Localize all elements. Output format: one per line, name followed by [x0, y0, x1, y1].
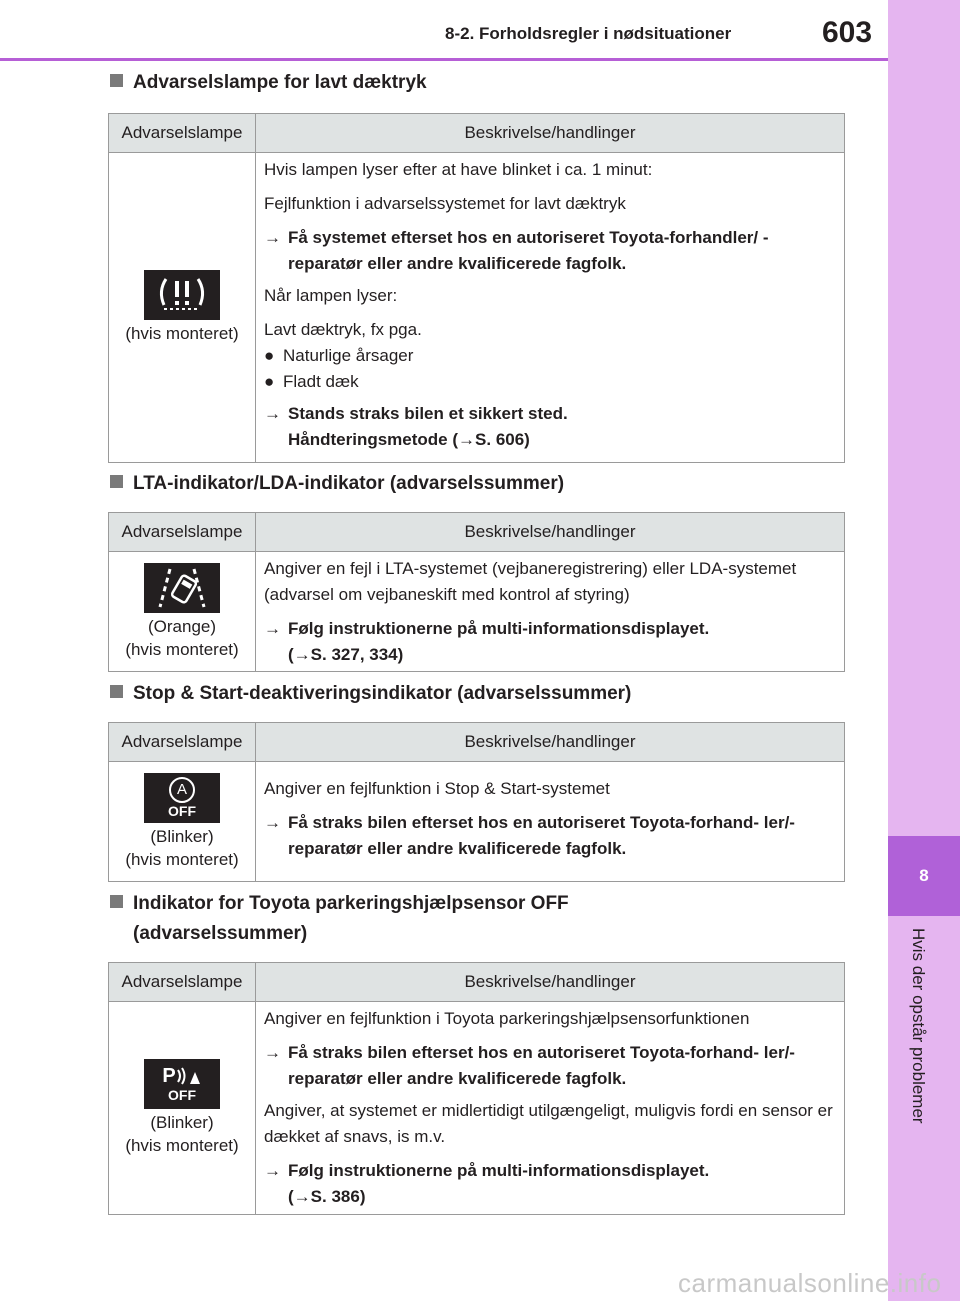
header-lamp: Advarselslampe — [109, 513, 256, 551]
header-description: Beskrivelse/handlinger — [464, 972, 636, 991]
page-number: 603 — [822, 16, 873, 49]
bullet-icon: ● — [264, 346, 275, 365]
lamp-label: (hvis monteret) — [125, 324, 239, 343]
header-description: Beskrivelse/handlinger — [464, 123, 636, 142]
arrow-icon: → — [293, 1187, 311, 1206]
parking-letter: P — [162, 1065, 176, 1087]
heading-text: Stop & Start-deaktiveringsindikator (advarselssummer) — [133, 683, 632, 704]
arrow-icon: → — [458, 430, 476, 449]
lamp-label: (Orange) — [147, 616, 217, 636]
tire-pressure-warning-icon — [144, 270, 220, 320]
section-heading — [110, 893, 569, 915]
bullet-icon: ● — [264, 372, 275, 391]
arrow-icon: → — [293, 645, 311, 664]
table-row — [109, 153, 844, 462]
heading-text: LTA-indikator/LDA-indikator (advarselssummer) — [133, 473, 565, 494]
arrow-icon: → — [264, 404, 281, 423]
arrow-icon: → — [264, 1043, 281, 1062]
watermark: carmanualsonline.info — [678, 1268, 942, 1298]
icon-off-label: OFF — [168, 802, 196, 819]
description-cell — [256, 762, 844, 881]
header-lamp: Advarselslampe — [109, 963, 256, 1001]
list-item — [264, 343, 836, 369]
header-description: Beskrivelse/handlinger — [464, 522, 636, 541]
heading-square-icon — [110, 74, 123, 87]
description-text: Når lampen lyser: — [264, 286, 398, 305]
parking-sensor-off-icon — [144, 1059, 220, 1109]
sensor-waves-icon — [176, 1066, 202, 1086]
description-cell — [256, 1002, 844, 1214]
section-heading-continued: (advarselssummer) — [133, 923, 308, 944]
page-reference[interactable]: S. 386) — [310, 1187, 366, 1206]
chapter-title: Hvis der opstår problemer — [909, 928, 928, 1124]
section-heading — [110, 683, 631, 705]
lamp-label: (hvis monteret) — [125, 1136, 239, 1155]
header-rule — [0, 58, 888, 61]
lamp-label: (hvis monteret) — [125, 639, 239, 659]
action-text: Få straks bilen efterset hos en autoriseret Toyota-forhand- ler/-reparatør eller andre kvalificerede fagfolk. — [288, 1043, 795, 1088]
description-text: Lavt dæktryk, fx pga. — [264, 320, 422, 339]
table-row — [109, 1002, 844, 1214]
lamp-cell — [109, 153, 256, 462]
arrow-icon: → — [264, 619, 281, 638]
action-line: Følg instruktionerne på multi-informationsdisplayet. — [288, 1161, 710, 1180]
warning-table — [108, 962, 845, 1215]
description-cell — [256, 153, 844, 462]
action-text — [288, 401, 568, 453]
heading-square-icon — [110, 895, 123, 908]
heading-text: Advarselslampe for lavt dæktryk — [133, 72, 427, 93]
description-text: Hvis lampen lyser efter at have blinket i ca. 1 minut: — [264, 160, 653, 179]
page-reference[interactable]: S. 606) — [475, 430, 530, 449]
warning-table — [108, 512, 845, 672]
action-item — [264, 810, 836, 862]
table-header-row — [109, 963, 844, 1002]
section-title: 8-2. Forholdsregler i nødsituationer — [445, 24, 732, 43]
lane-departure-icon — [144, 563, 220, 613]
action-line: Følg instruktionerne på multi-informationsdisplayet. — [288, 619, 710, 638]
heading-square-icon — [110, 475, 123, 488]
table-header-row — [109, 114, 844, 153]
stop-start-off-icon — [144, 773, 220, 823]
lamp-label: (Blinker) — [150, 826, 214, 846]
header-lamp: Advarselslampe — [109, 114, 256, 152]
bullet-text: Naturlige årsager — [283, 346, 414, 365]
action-item — [264, 616, 836, 668]
description-text: Fejlfunktion i advarselssystemet for lavt dæktryk — [264, 194, 626, 213]
action-text: Få systemet efterset hos en autoriseret Toyota-forhandler/ -reparatør eller andre kvalificerede fagfolk. — [288, 228, 769, 273]
lamp-cell — [109, 1002, 256, 1214]
arrow-icon: → — [264, 228, 281, 247]
chapter-number: 8 — [919, 866, 929, 885]
table-header-row — [109, 723, 844, 762]
action-line: Stands straks bilen et sikkert sted. — [288, 404, 568, 423]
page-reference[interactable]: S. 327, 334) — [310, 645, 404, 664]
description-text: Angiver en fejl i LTA-systemet (vejbaneregistrering) eller LDA-systemet (advarsel om vejbaneskift med kontrol af styring) — [264, 559, 797, 604]
section-heading — [110, 473, 564, 495]
lamp-label: (hvis monteret) — [125, 849, 239, 869]
action-text: Følg instruktionerne på multi-informationsdisplayet. (→S. 386) — [288, 1161, 710, 1206]
table-row — [109, 552, 844, 671]
table-header-row — [109, 513, 844, 552]
action-item — [264, 225, 836, 277]
table-row — [109, 762, 844, 881]
description-text: Angiver en fejlfunktion i Stop & Start-systemet — [264, 779, 610, 798]
bullet-text: Fladt dæk — [283, 372, 359, 391]
action-item — [264, 401, 836, 453]
stop-start-letter: A — [169, 777, 195, 803]
action-line: Håndteringsmetode ( — [288, 430, 459, 449]
action-text: Følg instruktionerne på multi-informationsdisplayet. (→S. 327, 334) — [288, 619, 710, 664]
lamp-cell — [109, 762, 256, 881]
lamp-label: (Blinker) — [150, 1113, 214, 1132]
heading-square-icon — [110, 685, 123, 698]
header-description: Beskrivelse/handlinger — [464, 732, 636, 751]
heading-text: Indikator for Toyota parkeringshjælpsensor OFF — [133, 893, 569, 914]
section-heading — [110, 72, 427, 94]
arrow-icon: → — [264, 1161, 281, 1180]
action-text: Få straks bilen efterset hos en autoriseret Toyota-forhand- ler/-reparatør eller andre kvalificerede fagfolk. — [288, 813, 795, 858]
description-cell — [256, 552, 844, 671]
action-item — [264, 1158, 836, 1210]
description-text: Angiver en fejlfunktion i Toyota parkeringshjælpsensorfunktionen — [264, 1009, 750, 1028]
lamp-cell — [109, 552, 256, 671]
description-text: Angiver, at systemet er midlertidigt utilgængeligt, muligvis fordi en sensor er dækket af snavs, is m.v. — [264, 1101, 833, 1146]
warning-table — [108, 113, 845, 463]
action-item — [264, 1040, 836, 1092]
list-item — [264, 369, 836, 395]
arrow-icon: → — [264, 813, 281, 832]
icon-off-label: OFF — [168, 1087, 196, 1103]
header-lamp: Advarselslampe — [109, 723, 256, 761]
warning-table — [108, 722, 845, 882]
